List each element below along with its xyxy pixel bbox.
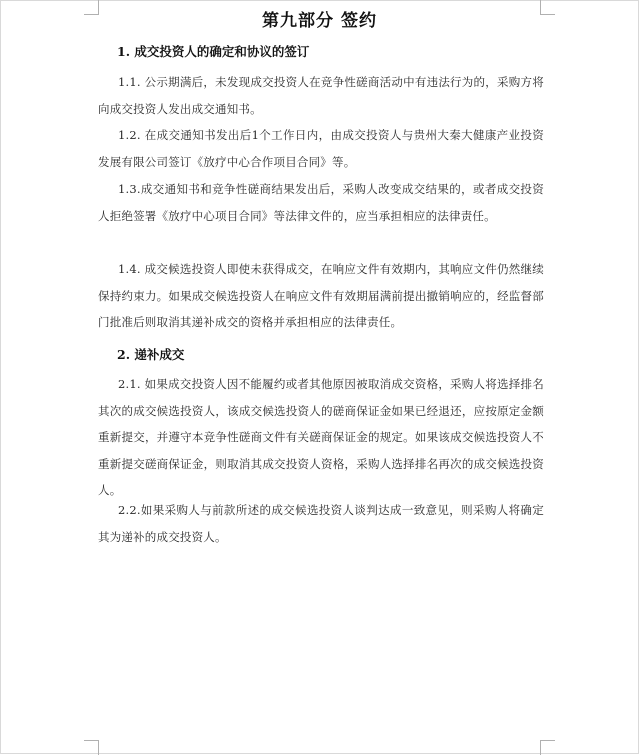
page-title: 第九部分 签约: [262, 11, 377, 31]
paragraph-1-2: 1.2. 在成交通知书发出后1个工作日内，由成交投资人与贵州大秦大健康产业投资发展有限公司签订《放疗中心合作项目合同》等。: [98, 128, 544, 169]
crop-mark-bottom-right: [540, 740, 555, 755]
section-1-heading: 1. 成交投资人的确定和协议的签订: [117, 44, 310, 59]
paragraph-1-1: 1.1. 公示期满后，未发现成交投资人在竞争性磋商活动中有违法行为的，采购方将向成交投资人发出成交通知书。: [98, 75, 544, 116]
section-2-heading: 2. 递补成交: [117, 347, 185, 362]
paragraph-1-3: 1.3.成交通知书和竞争性磋商结果发出后，采购人改变成交结果的，或者成交投资人拒绝签署《放疗中心项目合同》等法律文件的，应当承担相应的法律责任。: [98, 182, 544, 223]
crop-mark-bottom-left: [84, 740, 99, 755]
paragraph-1-4: 1.4. 成交候选投资人即使未获得成交，在响应文件有效期内，其响应文件仍然继续保持约束力。如果成交候选投资人在响应文件有效期届满前提出撤销响应的，经监督部门批准后则取消其递补成交的资格并承担相应的法律责任。: [98, 262, 544, 329]
paragraph-2-2: 2.2.如果采购人与前款所述的成交候选投资人谈判达成一致意见，则采购人将确定其为递补的成交投资人。: [98, 503, 544, 544]
paragraph-2-1: 2.1. 如果成交投资人因不能履约或者其他原因被取消成交资格，采购人将选择排名其次的成交候选投资人，该成交候选投资人的磋商保证金如果已经退还，应按原定金额重新提交，并遵守本竞争性磋商文件有关磋商保证金的规定。如果该成交候选投资人不重新提交磋商保证金，则取消其成交投资人资格，采购人选择排名再次的成交候选投资人。: [98, 377, 544, 497]
